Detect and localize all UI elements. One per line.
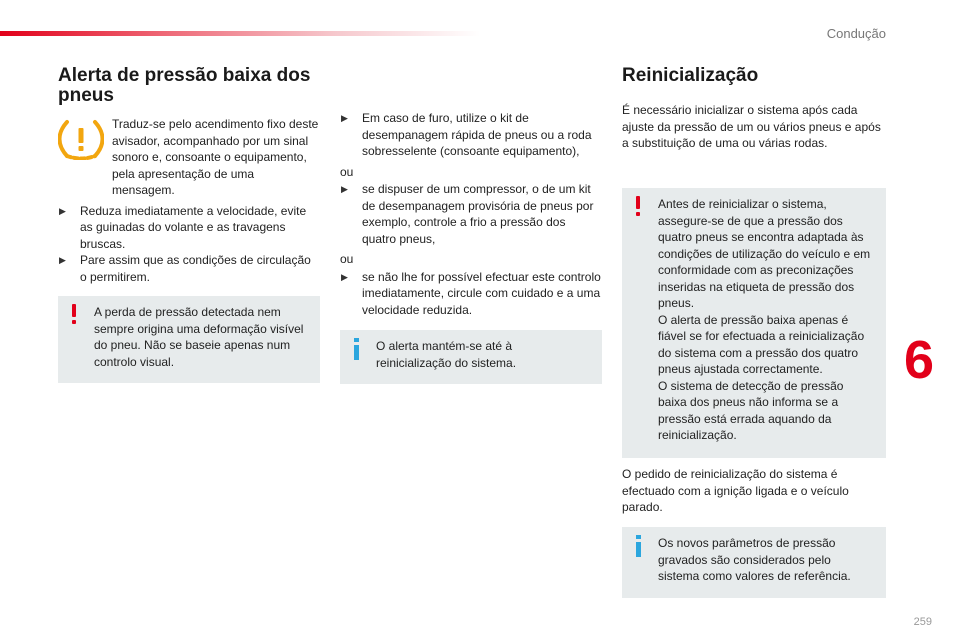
bullet-text: Pare assim que as condições de circulação o permitirem. (80, 253, 311, 284)
warning-note-paragraph: O sistema de detecção de pressão baixa dos pneus não informa se a pressão está errada aquando da reinicialização. (658, 378, 844, 442)
warning-light-text: Traduz-se pelo acendimento fixo deste avisador, acompanhado por um sinal sonoro e, consoante o equipamento, pela apresentação de uma mensagem. (112, 117, 319, 197)
reset-heading: Reinicialização (622, 65, 759, 86)
info-note-text: Os novos parâmetros de pressão gravados são considerados pelo sistema como valores de referência. (658, 536, 851, 583)
alert-persistence-info-box (340, 330, 602, 384)
list-item (340, 269, 602, 319)
or-separator: ou (340, 164, 354, 179)
arrow-right-icon: ▶ (341, 184, 348, 194)
immediate-actions-list (58, 203, 320, 286)
bullet-text: se não lhe for possível efectuar este controlo imediatamente, circule com cuidado e a uma velocidade reduzida. (362, 269, 601, 317)
tpms-alert-heading: Alerta de pressão baixa dos pneus (58, 65, 311, 106)
reset-warning-box (622, 188, 886, 458)
header-accent-bar (0, 31, 480, 36)
info-note-text: O alerta mantém-se até à reinicialização do sistema. (376, 339, 517, 370)
or-separator: ou (340, 252, 354, 266)
reset-request-text: O pedido de reinicialização do sistema é efectuado com a ignição ligada e o veículo parado. (622, 467, 849, 514)
list-item (340, 110, 602, 160)
exclamation-icon (634, 196, 642, 216)
page-number: 259 (913, 616, 932, 628)
info-icon (352, 338, 360, 360)
reset-intro-text: É necessário inicializar o sistema após cada ajuste da pressão de um ou vários pneus e após a substituição de uma ou várias rodas. (622, 103, 881, 150)
list-item (58, 252, 320, 285)
left-column (58, 66, 320, 285)
reference-values-info-box (622, 527, 886, 598)
puncture-options-list (340, 110, 602, 160)
compressor-option-list (340, 181, 602, 247)
bullet-text: se dispuser de um compressor, o de um kit de desempanagem provisória de pneus por exemplo, controle a frio a pressão dos quatro pneus, (362, 182, 594, 246)
warning-note-paragraph: O alerta de pressão baixa apenas é fiável se for efectuada a reinicialização do sistema com a pressão dos quatro pneus ajustada correctamente. (658, 312, 865, 376)
bullet-text: Reduza imediatamente a velocidade, evite as guinadas do volante e as travagens bruscas. (80, 203, 307, 251)
arrow-right-icon: ▶ (59, 255, 66, 265)
bullet-text: Em caso de furo, utilize o kit de desempanagem rápida de pneus ou a roda sobresselente (consoante equipamento), (362, 111, 592, 158)
arrow-right-icon: ▶ (341, 113, 348, 123)
section-title: Condução (826, 26, 886, 41)
exclamation-icon (70, 304, 78, 324)
middle-column (340, 110, 602, 322)
list-item (340, 181, 602, 247)
arrow-right-icon: ▶ (341, 271, 348, 282)
chapter-number: 6 (904, 330, 935, 390)
arrow-right-icon: ▶ (59, 205, 66, 216)
warning-light-description (58, 116, 320, 199)
right-column (622, 66, 886, 152)
visual-check-warning-box (58, 296, 320, 383)
tire-pressure-warning-icon (58, 118, 104, 160)
info-icon (634, 535, 642, 557)
list-item (58, 203, 320, 253)
warning-note-paragraph: Antes de reinicializar o sistema, assegure-se de que a pressão dos quatro pneus se encontra adaptada às condições de utilização do veículo e em conformidade com as preconizações inseridas na etiqueta de pressão dos pneus. (658, 197, 871, 310)
warning-note-text: A perda de pressão detectada nem sempre origina uma deformação visível do pneu. Não se baseie apenas num controlo visual. (94, 305, 304, 369)
careful-driving-list (340, 269, 602, 319)
